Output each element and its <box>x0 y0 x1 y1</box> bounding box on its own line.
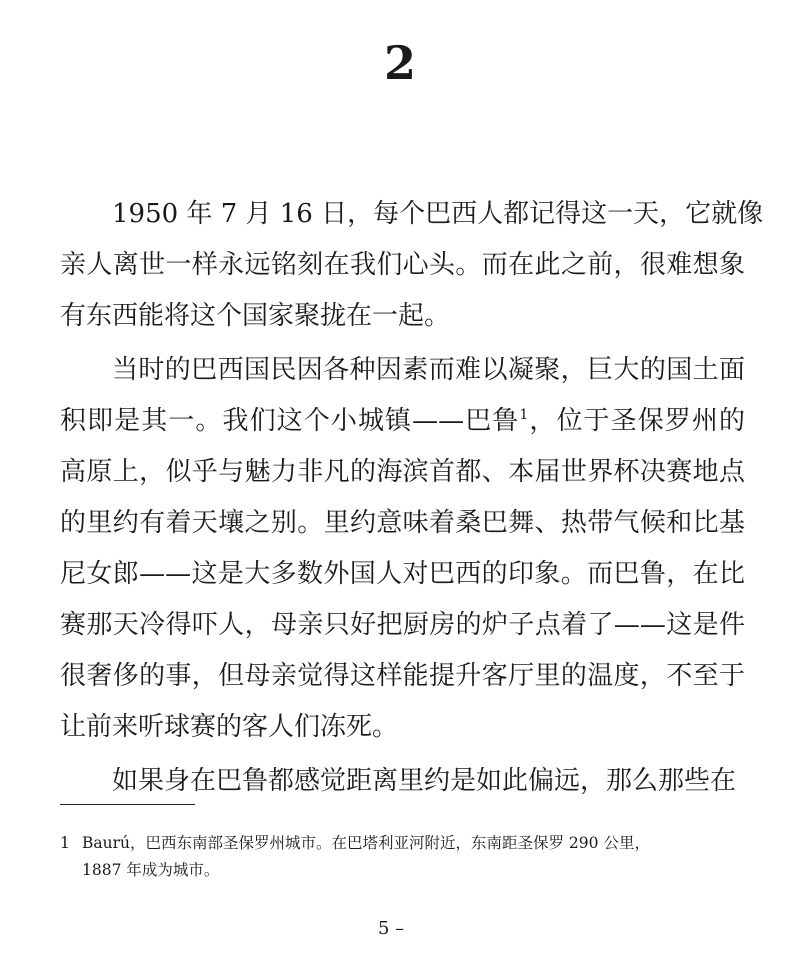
footnote-line <box>60 830 748 857</box>
text-line <box>60 396 745 447</box>
text-line: 高原上，似乎与魅力非凡的海滨首都、本届世界杯决赛地点 <box>60 457 745 487</box>
footnote-text: Baurú，巴西东南部圣保罗州城市。在巴塔利亚河附近，东南距圣保罗 290 公里， <box>82 834 650 852</box>
footnote-number: 1 <box>60 834 70 852</box>
text-line: 让前来听球赛的客人们冻死。 <box>60 712 399 742</box>
paragraph <box>60 189 764 342</box>
text-segment: ，位于圣保罗州的 <box>528 406 745 436</box>
text-line: 尼女郎——这是大多数外国人对巴西的印象。而巴鲁，在比 <box>60 559 745 589</box>
chapter-number: 2 <box>383 36 416 90</box>
paragraph <box>60 345 745 753</box>
body-text <box>60 189 764 807</box>
text-line: 1950 年 7 月 16 日，每个巴西人都记得这一天，它就像 <box>112 199 764 229</box>
text-line: 赛那天冷得吓人，母亲只好把厨房的炉子点着了——这是件 <box>60 610 745 640</box>
page-number: 5 – <box>378 918 405 939</box>
text-line: 很奢侈的事，但母亲觉得这样能提升客厅里的温度，不至于 <box>60 661 745 691</box>
text-line: 有东西能将这个国家聚拢在一起。 <box>60 301 451 331</box>
footnote-divider <box>60 804 195 805</box>
paragraph <box>60 756 745 807</box>
text-line: 当时的巴西国民因各种因素而难以凝聚，巨大的国土面 <box>112 355 745 385</box>
text-line: 的里约有着天壤之别。里约意味着桑巴舞、热带气候和比基 <box>60 508 745 538</box>
text-line: 亲人离世一样永远铭刻在我们心头。而在此之前，很难想象 <box>60 250 745 280</box>
footnote-marker: 1 <box>519 407 529 423</box>
footnote <box>60 830 748 884</box>
text-line: 如果身在巴鲁都感觉距离里约是如此偏远，那么那些在 <box>112 766 737 796</box>
text-segment: 积即是其一。我们这个小城镇——巴鲁 <box>60 406 520 436</box>
footnote-line: 1887 年成为城市。 <box>82 861 220 879</box>
